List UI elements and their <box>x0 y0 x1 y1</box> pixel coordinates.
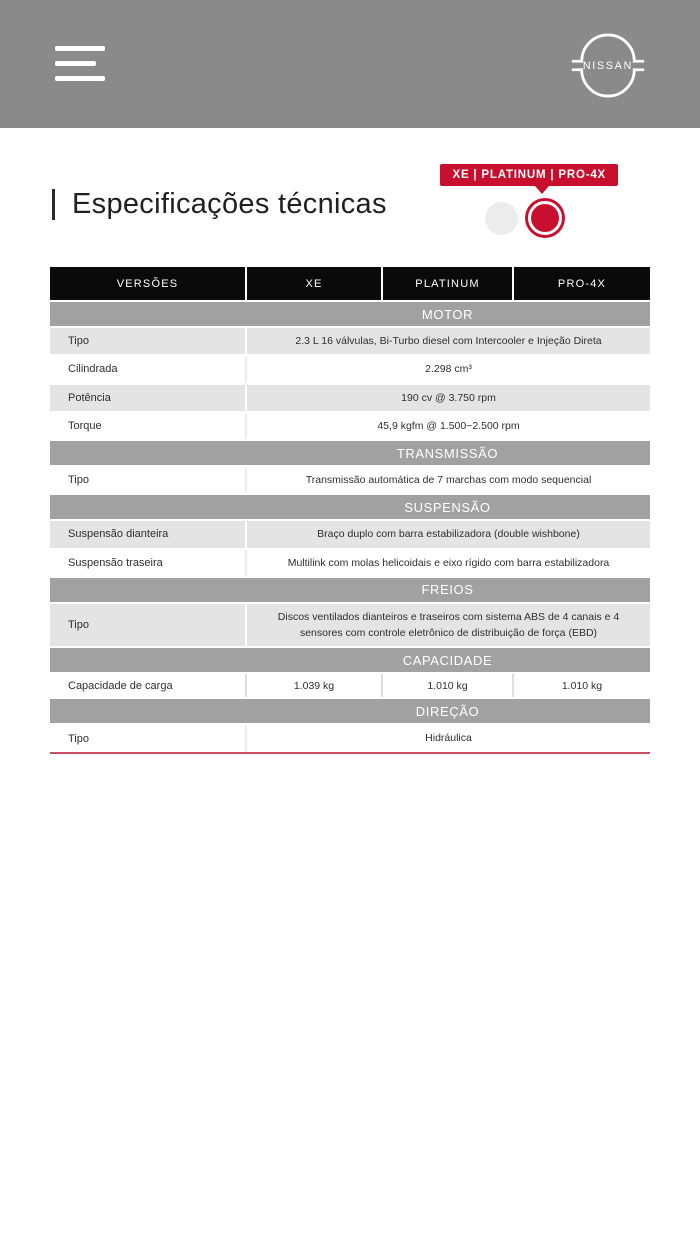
section-title: DIREÇÃO <box>415 703 480 719</box>
spec-row <box>50 411 650 439</box>
spec-value: Multilink com molas helicoidais e eixo rígido com barra estabilizadora <box>245 550 650 576</box>
spec-label: Cilindrada <box>68 363 118 376</box>
spec-value: Braço duplo com barra estabilizadora (double wishbone) <box>245 521 650 547</box>
section-title: FREIOS <box>421 582 474 598</box>
spec-value: 1.010 kg <box>512 674 650 697</box>
spec-label: Tipo <box>68 474 89 487</box>
trim-swatch-light[interactable] <box>485 202 518 235</box>
spec-label: Suspensão traseira <box>68 556 163 569</box>
spec-row <box>50 672 650 697</box>
nissan-wordmark: NISSAN <box>582 60 634 73</box>
spec-value: 2.3 L 16 válvulas, Bi-Turbo diesel com Intercooler e Injeção Direta <box>245 328 650 354</box>
column-header-versoes: VERSÕES <box>50 267 245 300</box>
spec-label: Potência <box>68 391 111 404</box>
trim-selector <box>440 164 618 239</box>
hamburger-line <box>55 61 96 66</box>
section-band-capacidade <box>50 646 650 672</box>
spec-row <box>50 383 650 411</box>
section-title: SUSPENSÃO <box>404 499 491 515</box>
spec-row <box>50 326 650 354</box>
app-header <box>0 0 700 128</box>
spec-value: Transmissão automática de 7 marchas com modo sequencial <box>245 467 650 493</box>
spec-value: 1.010 kg <box>381 674 512 697</box>
section-title: MOTOR <box>421 306 474 322</box>
spec-row <box>50 723 650 751</box>
nissan-logo[interactable] <box>571 30 645 101</box>
section-title: TRANSMISSÃO <box>396 445 499 461</box>
trim-swatches <box>440 197 566 239</box>
spec-table <box>50 267 650 754</box>
spec-value: Hidráulica <box>245 725 650 751</box>
spec-value: 45,9 kgfm @ 1.500~2.500 rpm <box>245 413 650 439</box>
spec-label: Capacidade de carga <box>68 679 173 692</box>
spec-row <box>50 548 650 576</box>
section-band-direcao <box>50 697 650 723</box>
nissan-logo-icon <box>571 30 645 101</box>
column-header-pro-4x: PRO-4X <box>512 267 650 300</box>
section-band-motor <box>50 300 650 326</box>
column-header-xe: XE <box>245 267 381 300</box>
title-section <box>0 128 700 267</box>
title-wrap <box>52 188 387 221</box>
spec-label: Tipo <box>68 619 89 632</box>
spec-row <box>50 354 650 382</box>
table-body <box>50 300 650 752</box>
spec-value: Discos ventilados dianteiros e traseiros com sistema ABS de 4 canais e 4 sensores com controle eletrônico de distribuição de força (EBD) <box>245 604 650 647</box>
trim-swatch-red-selected[interactable] <box>528 201 562 235</box>
table-header-row <box>50 267 650 300</box>
section-title: CAPACIDADE <box>402 652 493 668</box>
spec-label: Tipo <box>68 732 89 745</box>
page-title: Especificações técnicas <box>72 188 387 220</box>
column-header-platinum: PLATINUM <box>381 267 512 300</box>
hamburger-menu-icon[interactable] <box>55 46 105 91</box>
spec-value: 1.039 kg <box>245 674 381 697</box>
section-band-freios <box>50 576 650 602</box>
spec-row <box>50 602 650 647</box>
spec-value: 2.298 cm³ <box>245 356 650 382</box>
trim-tooltip: XE | PLATINUM | PRO-4X <box>440 164 618 186</box>
spec-label: Tipo <box>68 335 89 348</box>
title-accent-bar <box>52 189 55 220</box>
section-band-transmissao <box>50 439 650 465</box>
spec-row <box>50 519 650 547</box>
spec-label: Torque <box>68 419 102 432</box>
spec-row <box>50 465 650 493</box>
hamburger-line <box>55 46 105 51</box>
section-band-suspensao <box>50 493 650 519</box>
spec-value: 190 cv @ 3.750 rpm <box>245 385 650 411</box>
spec-label: Suspensão dianteira <box>68 528 169 541</box>
hamburger-line <box>55 76 105 81</box>
